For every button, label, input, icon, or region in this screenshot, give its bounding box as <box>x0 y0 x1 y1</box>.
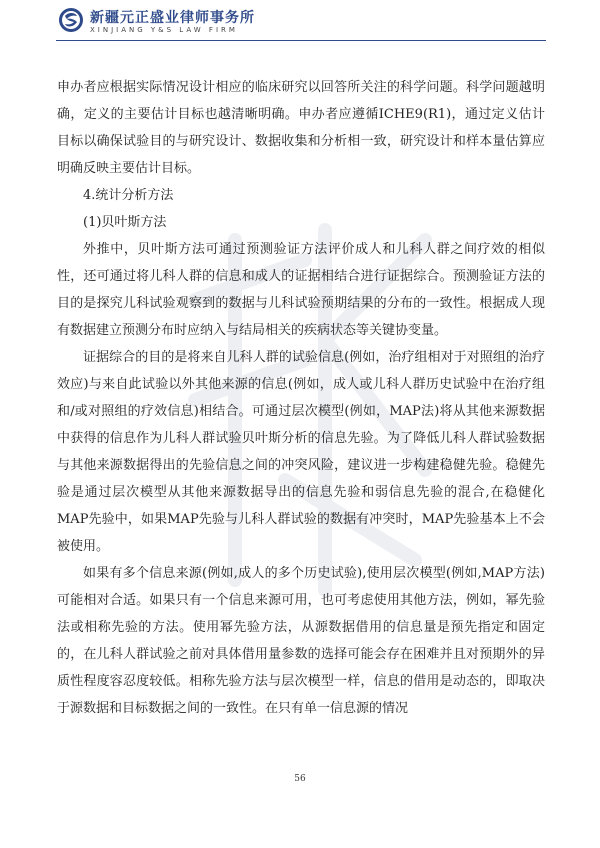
paragraph-intro: 申办者应根据实际情况设计相应的临床研究以回答所关注的科学问题。科学问题越明确，定义的主要估计目标也越清晰明确。申办者应遵循ICHE9(R1)，通过定义估计目标以确保试验目的与研究设计、数据收集和分析相一致，研究设计和样本量估算应明确反映主要估计目标。 <box>57 80 545 176</box>
firm-name-cn: 新疆元正盛业律师事务所 <box>90 10 255 26</box>
header-divider <box>56 40 546 41</box>
firm-logo-icon <box>58 7 84 33</box>
paragraph-evidence-synthesis: 证据综合的目的是将来自儿科人群的试验信息(例如，治疗组相对于对照组的治疗效应)与来自此试验以外其他来源的信息(例如，成人或儿科人群历史试验中在治疗组和/或对照组的疗效信息)相结合。可通过层次模型(例如，MAP法)将从其他来源数据中获得的信息作为儿科人群试验贝叶斯分析的信息先验。为了降低儿科人群试验数据与其他来源数据得出的先验信息之间的冲突风险，建议进一步构建稳健先验。稳健先验是通过层次模型从其他来源数据导出的信息先验和弱信息先验的混合,在稳健化MAP先验中，如果MAP先验与儿科人群试验的数据有冲突时，MAP先验基本上不会被使用。 <box>57 350 545 554</box>
firm-name-en: XINJIANG Y&S LAW FIRM <box>90 26 238 34</box>
subsection-heading: (1)贝叶斯方法 <box>83 215 167 230</box>
section-heading: 4.统计分析方法 <box>83 188 174 203</box>
page-header <box>0 0 600 44</box>
page-number: 56 <box>294 774 306 784</box>
paragraph-bayes-overview: 外推中，贝叶斯方法可通过预测验证方法评价成人和儿科人群之间疗效的相似性，还可通过将儿科人群的信息和成人的证据相结合进行证据综合。预测验证方法的目的是探究儿科试验观察到的数据与儿科试验预期结果的分布的一致性。根据成人现有数据建立预测分布时应纳入与结局相关的疾病状态等关键协变量。 <box>57 242 545 338</box>
paragraph-prior-methods: 如果有多个信息来源(例如,成人的多个历史试验),使用层次模型(例如,MAP方法)可能相对合适。如果只有一个信息来源可用，也可考虑使用其他方法，例如，幂先验法或相称先验的方法。使用幂先验方法，从源数据借用的信息量是预先指定和固定的，在儿科人群试验之前对具体借用量参数的选择可能会存在困难并且对预期外的异质性程度容忍度较低。相称先验方法与层次模型一样，信息的借用是动态的，即取决于源数据和目标数据之间的一致性。在只有单一信息源的情况 <box>57 566 545 716</box>
document-body <box>57 74 545 722</box>
